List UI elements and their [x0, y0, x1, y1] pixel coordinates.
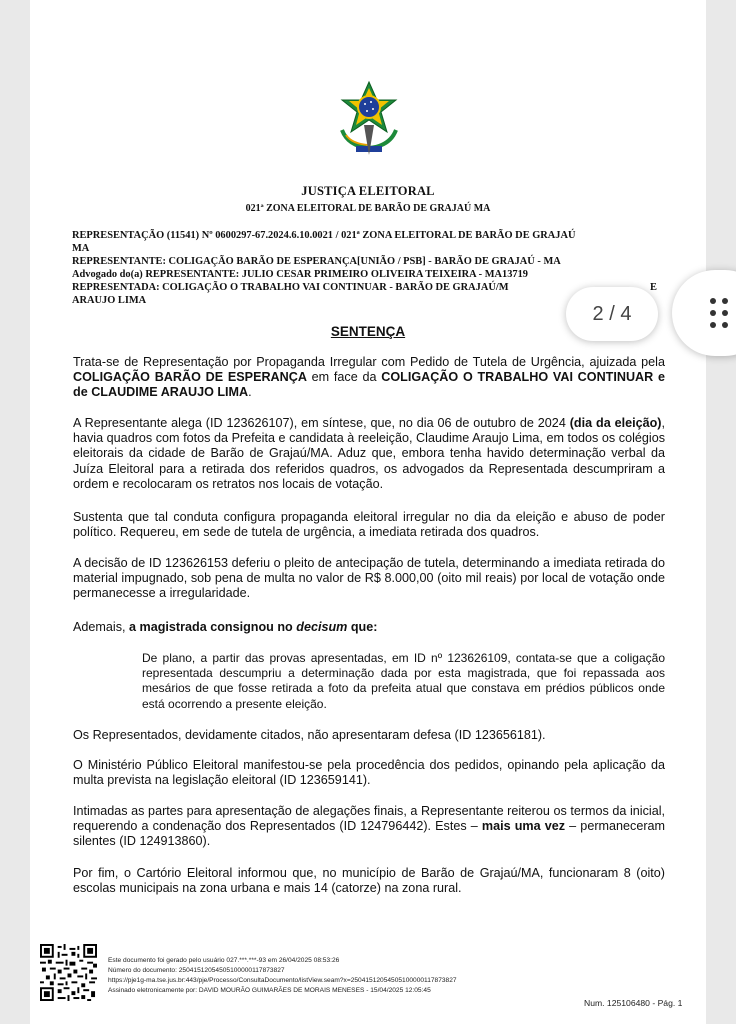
p1-bold-defendants: COLIGAÇÃO O TRABALHO VAI CONTINUAR e de CLAUDIME ARAUJO LIMA: [73, 370, 665, 400]
p8-text: Intimadas as partes para apresentação de alegações finais, a Representante reiterou os termos da inicial, requerendo a condenação dos Representados (ID 124796442). Estes –: [73, 804, 665, 834]
paragraph-7: O Ministério Público Eleitoral manifestou-se pela procedência dos pedidos, opinando pela aplicação da multa prevista na legislação eleitoral (ID 123659141).: [73, 758, 665, 788]
footer-url[interactable]: https://pje1g-ma.tse.jus.br:443/pje/Processo/ConsultaDocumento/listView.seam?x=25041512054505100000117873827: [108, 977, 457, 984]
paragraph-5: [73, 620, 665, 635]
paragraph-8: [73, 804, 665, 850]
p5-bold: a magistrada consignou no: [129, 620, 297, 634]
paragraph-3: Sustenta que tal conduta configura propaganda eleitoral irregular no dia da eleição e abuso de poder político. Requereu, em sede de tutela de urgência, a imediata retirada dos quadros.: [73, 510, 665, 540]
paragraph-9: Por fim, o Cartório Eleitoral informou que, no município de Barão de Grajaú/MA, funcionaram 8 (oito) escolas municipais na zona urbana e mais 14 (catorze) na zona rural.: [73, 866, 665, 896]
representada-line: REPRESENTADA: COLIGAÇÃO O TRABALHO VAI CONTINUAR - BARÃO DE GRAJAÚ/M: [72, 282, 509, 293]
p1-bold-plaintiff: COLIGAÇÃO BARÃO DE ESPERANÇA: [73, 370, 307, 385]
p1-text-3: .: [248, 385, 252, 400]
p8-text-2: – permaneceram silentes (ID 124913860).: [73, 819, 666, 849]
brazil-coat-of-arms-icon: [334, 80, 404, 158]
p8-bold: mais uma vez: [481, 819, 566, 834]
paragraph-2: [73, 416, 665, 492]
representante-line: REPRESENTANTE: COLIGAÇÃO BARÃO DE ESPERANÇA[UNIÃO / PSB] - BARÃO DE GRAJAÚ - MA: [72, 256, 561, 267]
case-number-line-cont: MA: [72, 243, 90, 254]
p5-text: Ademais,: [73, 620, 129, 634]
p2-text: A Representante alega (ID 123626107), em síntese, que, no dia 06 de outubro de 2024: [73, 416, 570, 430]
case-number-line: REPRESENTAÇÃO (11541) Nº 0600297-67.2024.6.10.0021 / 021ª ZONA ELEITORAL DE BARÃO DE GRAJAÚ: [72, 230, 576, 241]
court-subtitle: 021ª ZONA ELEITORAL DE BARÃO DE GRAJAÚ MA: [245, 203, 491, 214]
footer-document-number: Número do documento: 25041512054505100000117873827: [108, 967, 285, 974]
page-number: Num. 125106480 - Pág. 1: [584, 998, 683, 1008]
p2-bold: (dia da eleição): [569, 416, 662, 430]
sentence-title: SENTENÇA: [330, 324, 406, 339]
paragraph-4: A decisão de ID 123626153 deferiu o pleito de antecipação de tutela, determinando a imediata retirada do material impugnado, sob pena de multa no valor de R$ 8.000,00 (oito mil reais) por local de votação onde permanecesse a irregularidade.: [73, 556, 665, 601]
page-indicator[interactable]: 2 / 4: [566, 287, 658, 341]
paragraph-1: [73, 355, 665, 401]
p2-text-2: , havia quadros com fotos da Prefeita e candidata à reeleição, Claudime Araujo Lima, em todos os colégios eleitorais da cidade de Barão de Grajaú/MA. Aduz que, embora tenha havido determinação verbal da Juíza Eleitoral para a retirada dos referidos quadros, os advogados da Representada descumpriram a ordem e recolocaram os retratos nos locais de votação.: [73, 416, 665, 491]
court-title: JUSTIÇA ELEITORAL: [301, 184, 435, 198]
p5-italic: decisum: [296, 620, 348, 634]
representada-line-cont: ARAUJO LIMA: [72, 295, 147, 306]
advogado-line: Advogado do(a) REPRESENTANTE: JULIO CESAR PRIMEIRO OLIVEIRA TEIXEIRA - MA13719: [72, 269, 529, 280]
qr-code-icon: [40, 944, 97, 1001]
footer-signature: Assinado eletronicamente por: DAVID MOURÃO GUIMARÃES DE MORAIS MENESES - 15/04/2025 12:05:45: [108, 987, 431, 994]
p1-text-2: em face da: [306, 370, 382, 385]
footer-generated-by: Este documento foi gerado pelo usuário 027.***.***-93 em 26/04/2025 08:53:26: [108, 957, 340, 964]
p5-bold-2: que:: [347, 620, 378, 634]
representada-line-tail: E: [650, 282, 657, 293]
quoted-decision: De plano, a partir das provas apresentadas, em ID nº 123626109, contata-se que a coligação representada descumpriu a determinação dada por esta magistrada, que foi repassada aos mesários de que fosse retirada a foto da prefeita atual que constava em prédios públicos onde está ocorrendo a presente eleição.: [142, 651, 665, 711]
paragraph-6: Os Representados, devidamente citados, não apresentaram defesa (ID 123656181).: [73, 728, 546, 742]
dots-grid-icon: [708, 296, 732, 330]
p1-text: Trata-se de Representação por Propaganda Irregular com Pedido de Tutela de Urgência, ajuizada pela: [73, 355, 665, 369]
